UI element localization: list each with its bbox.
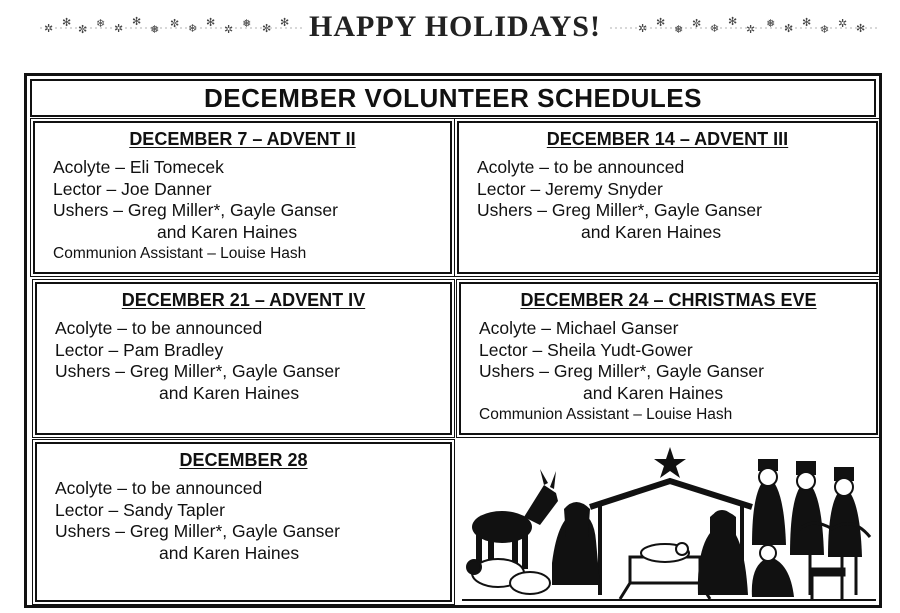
acolyte-line: Acolyte – Michael Ganser (479, 318, 679, 338)
svg-text:✼: ✼ (692, 17, 702, 30)
svg-text:✲: ✲ (114, 22, 124, 35)
ushers-continued-line: and Karen Haines (157, 221, 298, 242)
acolyte-line: Acolyte – Eli Tomecek (53, 157, 224, 177)
holiday-banner (0, 0, 900, 56)
snowflake-garland-right-icon (610, 14, 880, 38)
ushers-continued-line: and Karen Haines (159, 382, 300, 403)
schedule-card-dec-21 (35, 282, 452, 435)
ushers-continued-line: and Karen Haines (583, 382, 724, 403)
svg-text:✻: ✻ (656, 16, 666, 29)
schedule-title: DECEMBER VOLUNTEER SCHEDULES (30, 79, 876, 117)
card-heading: DECEMBER 21 – ADVENT IV (121, 290, 366, 310)
card-heading: DECEMBER 7 – ADVENT II (129, 129, 356, 149)
svg-text:✻: ✻ (132, 15, 142, 28)
svg-text:❄: ❄ (188, 22, 198, 35)
lector-line: Lector – Joe Danner (53, 178, 212, 199)
card-heading: DECEMBER 14 – ADVENT III (546, 129, 789, 149)
ushers-line: Ushers – Greg Miller*, Gayle Ganser (479, 361, 764, 381)
svg-text:✲: ✲ (44, 22, 54, 35)
svg-text:✻: ✻ (206, 16, 216, 29)
lector-line: Lector – Sandy Tapler (55, 499, 225, 520)
svg-text:✲: ✲ (224, 23, 234, 36)
svg-text:✼: ✼ (78, 23, 88, 36)
svg-text:❅: ❅ (150, 23, 160, 36)
svg-text:❅: ❅ (766, 17, 776, 30)
svg-text:✲: ✲ (746, 23, 756, 36)
svg-text:✲: ✲ (638, 22, 648, 35)
svg-text:✻: ✻ (728, 15, 738, 28)
svg-text:❅: ❅ (674, 23, 684, 36)
svg-text:✲: ✲ (838, 17, 848, 30)
schedule-card-dec-24 (459, 282, 878, 435)
ushers-continued-line: and Karen Haines (581, 221, 722, 242)
lector-line: Lector – Sheila Yudt-Gower (479, 339, 693, 360)
ushers-line: Ushers – Greg Miller*, Gayle Ganser (53, 200, 338, 220)
schedule-card-dec-28 (35, 442, 452, 602)
ushers-line: Ushers – Greg Miller*, Gayle Ganser (477, 200, 762, 220)
nativity-scene-icon (460, 445, 878, 603)
svg-text:✻: ✻ (856, 22, 866, 35)
svg-text:✼: ✼ (784, 22, 794, 35)
svg-text:✼: ✼ (262, 22, 272, 35)
svg-text:✻: ✻ (802, 16, 812, 29)
lector-line: Lector – Pam Bradley (55, 339, 224, 360)
card-heading: DECEMBER 28 (179, 450, 308, 470)
schedule-card-dec-14 (457, 121, 878, 274)
svg-text:❄: ❄ (710, 22, 720, 35)
snowflake-garland-left-icon (40, 14, 305, 38)
svg-text:❄: ❄ (820, 23, 830, 36)
svg-text:✻: ✻ (280, 16, 290, 29)
svg-text:❄: ❄ (96, 17, 106, 30)
lector-line: Lector – Jeremy Snyder (477, 178, 663, 199)
acolyte-line: Acolyte – to be announced (55, 478, 263, 498)
ushers-line: Ushers – Greg Miller*, Gayle Ganser (55, 361, 340, 381)
svg-text:❅: ❅ (242, 17, 252, 30)
svg-text:✻: ✻ (62, 16, 72, 29)
schedule-card-dec-7 (33, 121, 452, 274)
card-heading: DECEMBER 24 – CHRISTMAS EVE (520, 290, 817, 310)
communion-assistant-line: Communion Assistant – Louise Hash (53, 245, 307, 262)
svg-text:✼: ✼ (170, 17, 180, 30)
ushers-line: Ushers – Greg Miller*, Gayle Ganser (55, 521, 340, 541)
acolyte-line: Acolyte – to be announced (477, 157, 685, 177)
communion-assistant-line: Communion Assistant – Louise Hash (479, 406, 733, 423)
banner-title: HAPPY HOLIDAYS! (309, 10, 601, 43)
ushers-continued-line: and Karen Haines (159, 542, 300, 563)
acolyte-line: Acolyte – to be announced (55, 318, 263, 338)
